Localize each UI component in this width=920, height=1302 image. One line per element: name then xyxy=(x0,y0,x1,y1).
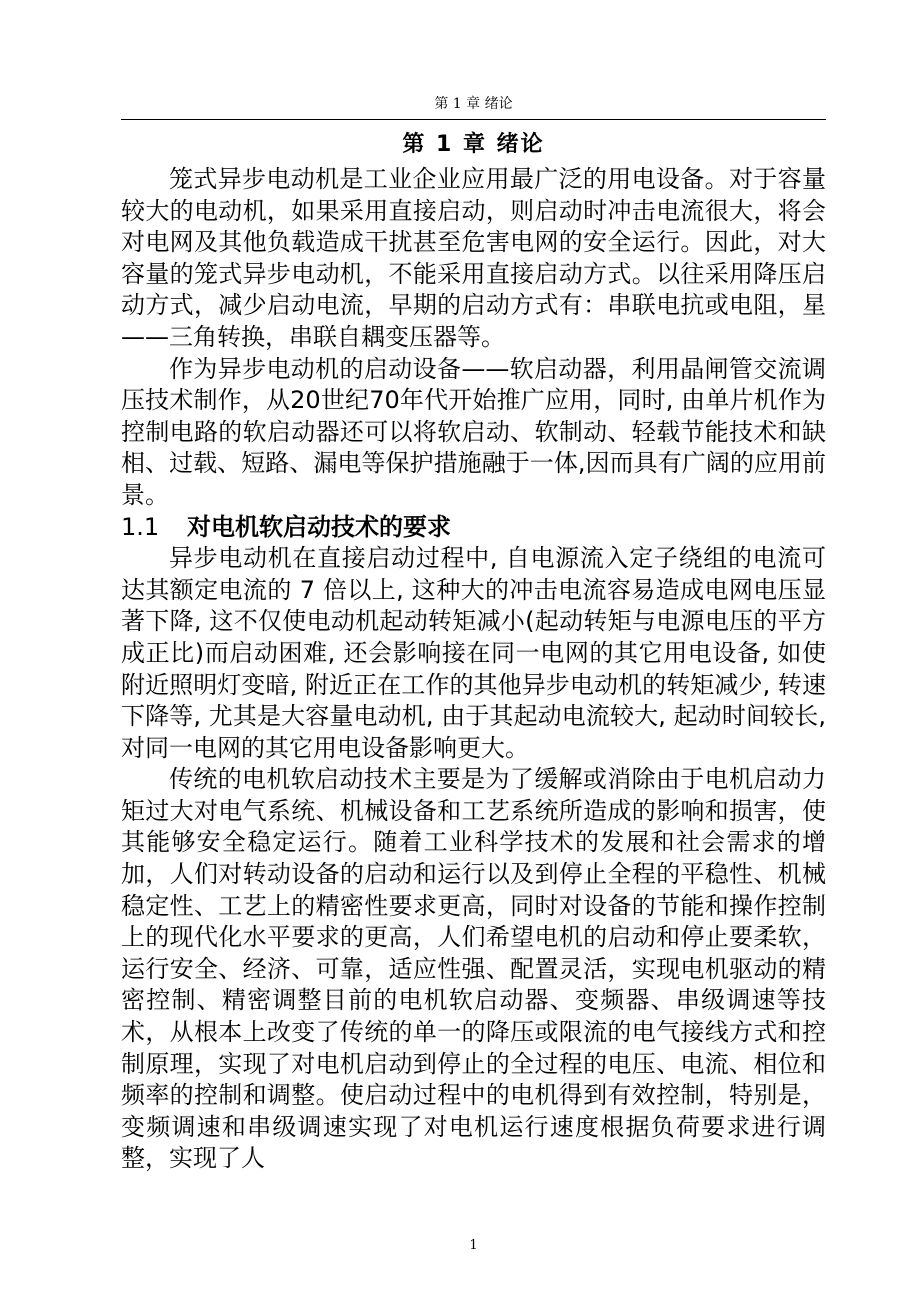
running-header: 第 1 章 绪论 xyxy=(434,96,513,112)
chapter-title: 第 1 章 绪论 xyxy=(402,132,545,157)
header-rule xyxy=(121,119,826,120)
section-number: 1.1 xyxy=(121,512,160,541)
section-title: 对电机软启动技术的要求 xyxy=(187,512,451,541)
paragraph-intro-2: 作为异步电动机的启动设备——软启动器，利用晶闸管交流调压技术制作，从20世纪70年代开始推广应用，同时, 由单片机作为控制电路的软启动器还可以将软启动、软制动、轻载节能技术和缺相、过载、短路、漏电等保护措施融于一体,因而具有广阔的应用前景。 xyxy=(121,354,826,509)
page-number: 1 xyxy=(469,1238,478,1253)
paragraph-intro-1: 笼式异步电动机是工业企业应用最广泛的用电设备。对于容量较大的电动机，如果采用直接启动，则启动时冲击电流很大，将会对电网及其他负载造成干扰甚至危害电网的安全运行。因此，对大容量的笼式异步电动机，不能采用直接启动方式。以往采用降压启动方式，减少启动电流，早期的启动方式有：串联电抗或电阻，星——三角转换，串联自耦变压器等。 xyxy=(121,165,826,351)
section-heading xyxy=(121,512,826,544)
section-paragraph-1: 异步电动机在直接启动过程中, 自电源流入定子绕组的电流可达其额定电流的 7 倍以上, 这种大的冲击电流容易造成电网电压显著下降, 这不仅使电动机起动转矩减小(起动转矩与电源电压的平方成正比)而启动困难, 还会影响接在同一电网的其它用电设备, 如使附近照明灯变暗, 附近正在工作的其他异步电动机的转矩减少, 转速下降等, 尤其是大容量电动机, 由于其起动电流较大, 起动时间较长, 对同一电网的其它用电设备影响更大。 xyxy=(121,544,826,762)
body-text xyxy=(121,164,826,1175)
section-paragraph-2: 传统的电机软启动技术主要是为了缓解或消除由于电机启动力矩过大对电气系统、机械设备和工艺系统所造成的影响和损害，使其能够安全稳定运行。随着工业科学技术的发展和社会需求的增加，人们对转动设备的启动和运行以及到停止全程的平稳性、机械稳定性、工艺上的精密性要求更高，同时对设备的节能和操作控制上的现代化水平要求的更高，人们希望电机的启动和停止要柔软，运行安全、经济、可靠，适应性强、配置灵活，实现电机驱动的精密控制、精密调整目前的电机软启动器、变频器、串级调速等技术，从根本上改变了传统的单一的降压或限流的电气接线方式和控制原理，实现了对电机启动到停止的全过程的电压、电流、相位和频率的控制和调整。使启动过程中的电机得到有效控制，特别是，变频调速和串级调速实现了对电机运行速度根据负荷要求进行调整，实现了人 xyxy=(121,765,826,1173)
